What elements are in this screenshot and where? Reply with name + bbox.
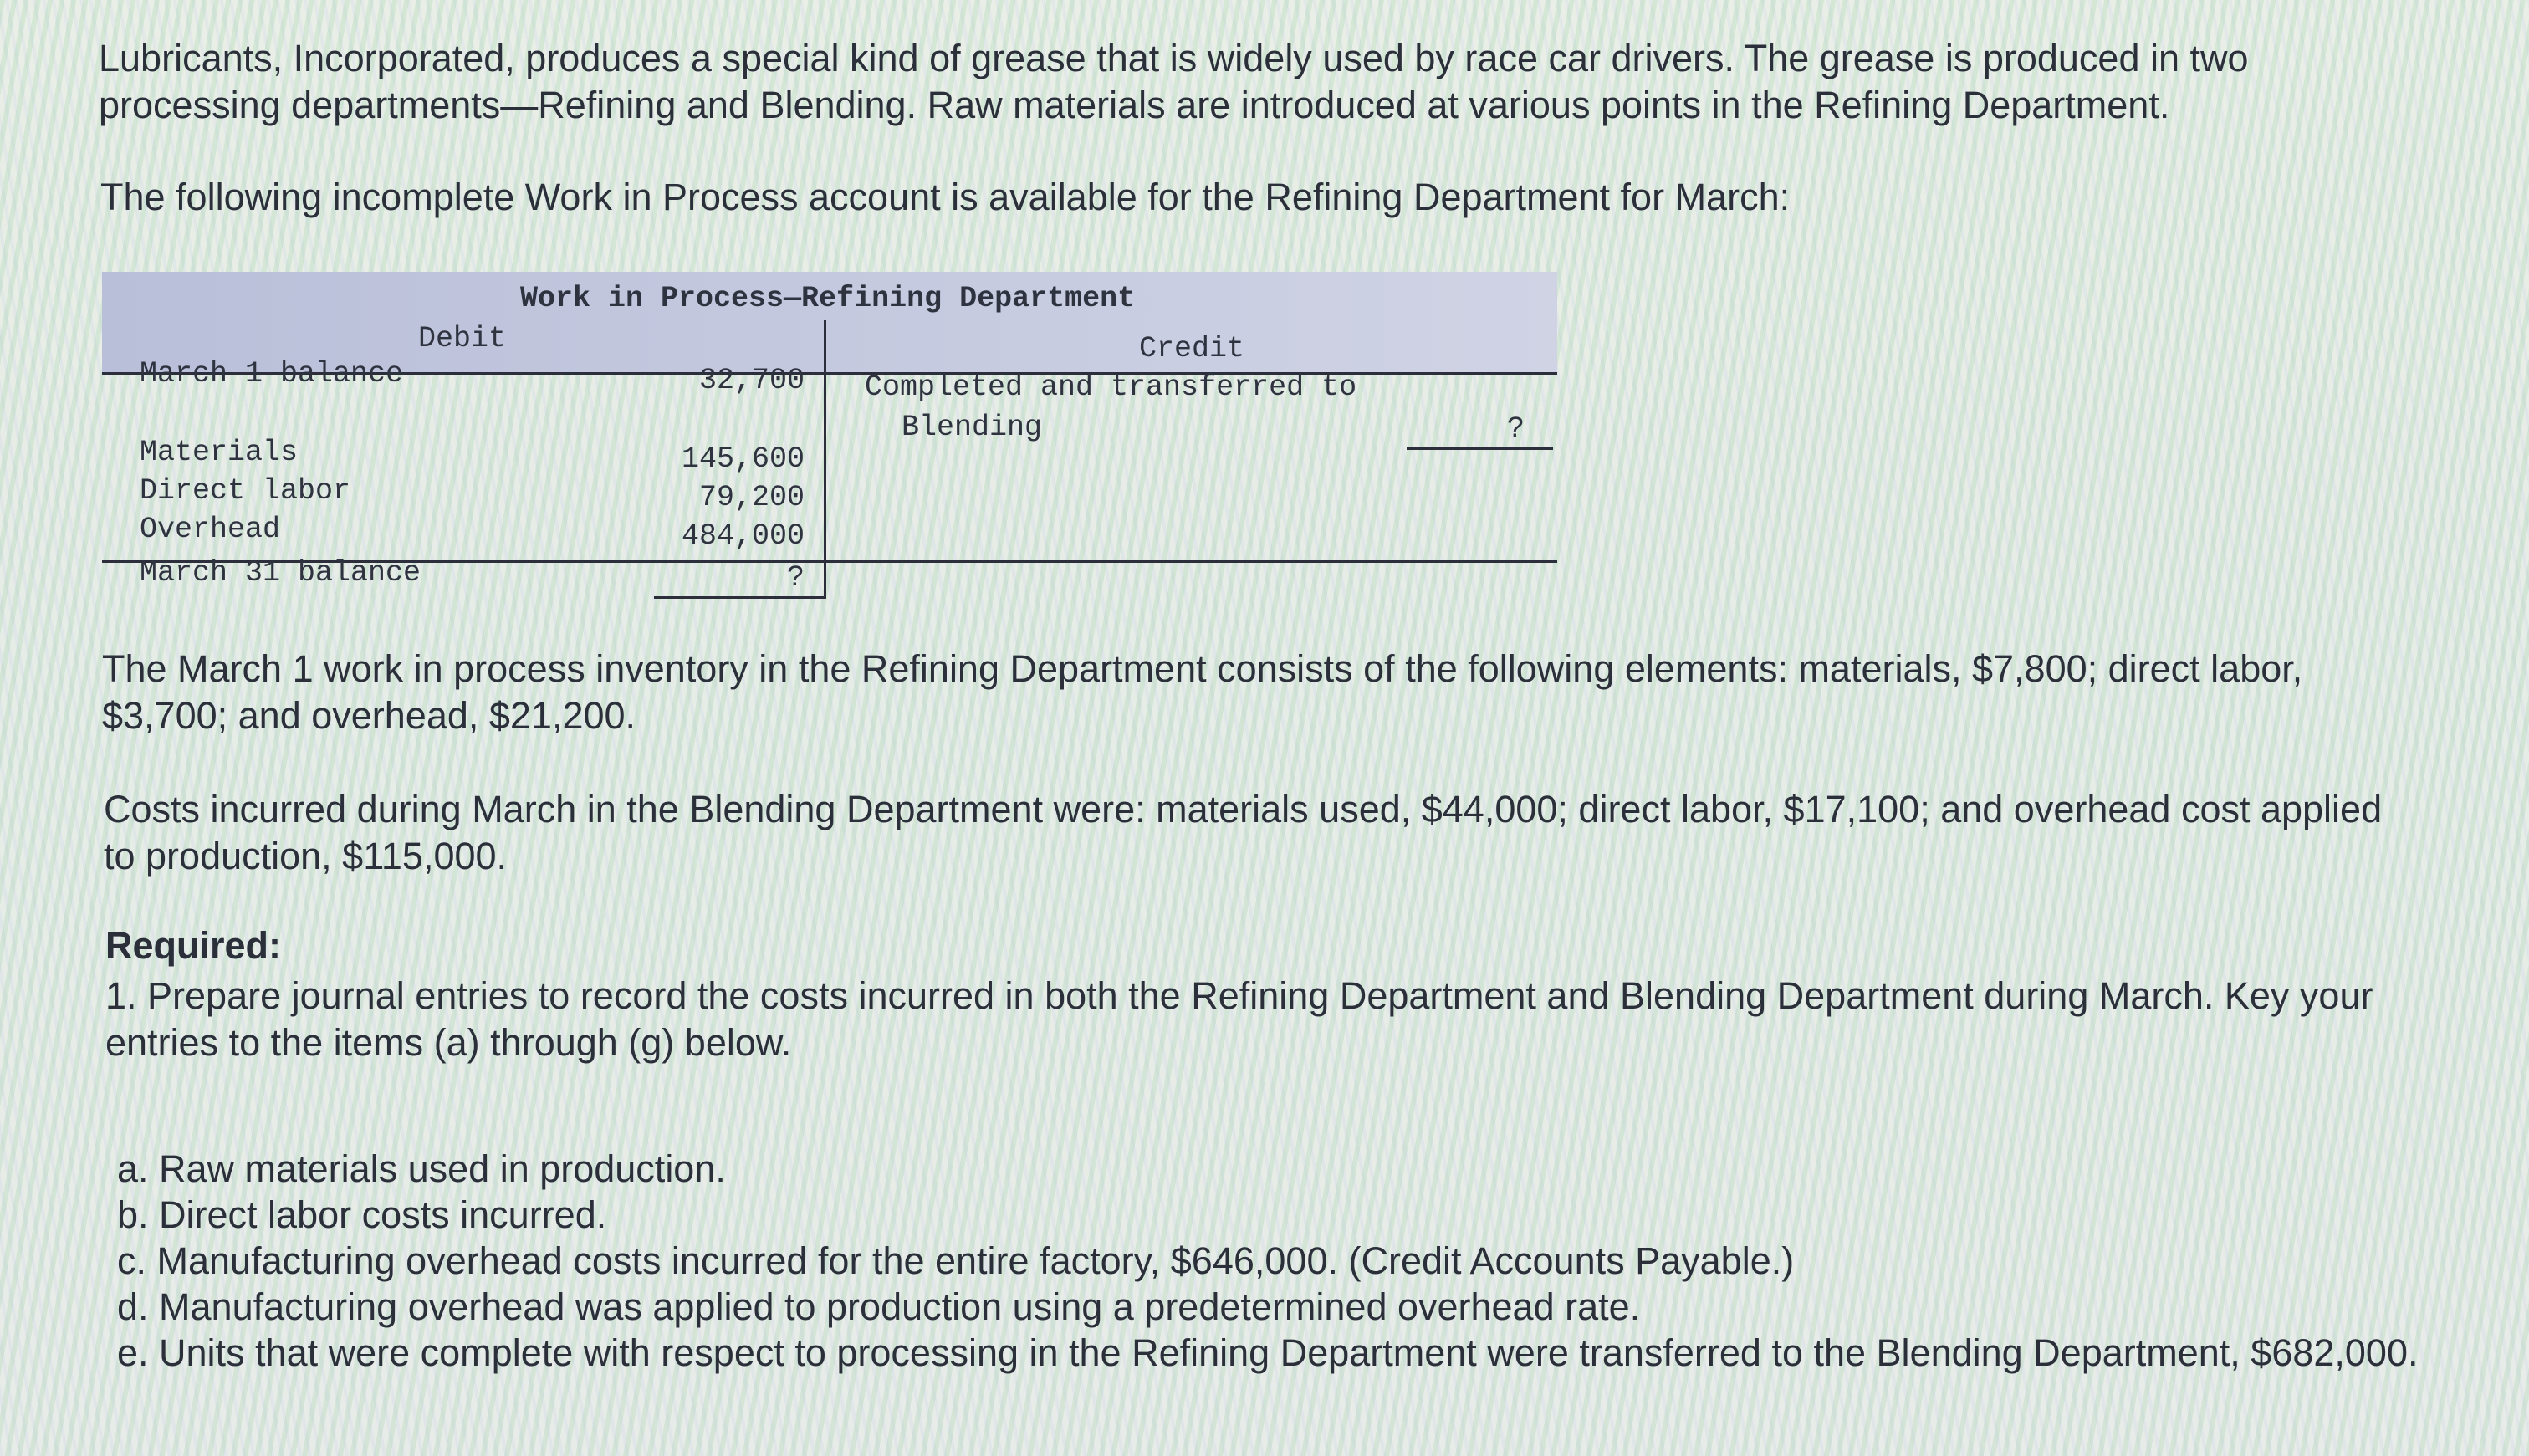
- direct-labor-value: 79,200: [698, 481, 805, 514]
- list-item: d. Manufacturing overhead was applied to production using a predetermined overhead rate.: [117, 1285, 1641, 1328]
- blending-costs-paragraph: Costs incurred during March in the Blending Department were: materials used, $44,000; direct labor, $17,100; and overhead cost applied to production, $115,000.: [104, 788, 2383, 877]
- debit-balance-underline: [654, 596, 825, 599]
- required-1-paragraph: 1. Prepare journal entries to record the costs incurred in both the Refining Department and Blending Department during March. Key your entries to the items (a) through (g) below.: [105, 974, 2373, 1064]
- list-item: e. Units that were complete with respect to processing in the Refining Department were transferred to the Blending Department, $682,000.: [117, 1331, 2419, 1374]
- list-item: b. Direct labor costs incurred.: [117, 1193, 607, 1236]
- overhead-value: 484,000: [681, 519, 805, 553]
- following-paragraph: The following incomplete Work in Process account is available for the Refining Department for March:: [100, 176, 1791, 218]
- work-in-process-t-account: [102, 272, 1557, 602]
- direct-labor-label: Direct labor: [140, 474, 351, 508]
- march31-balance-value: ?: [786, 561, 805, 595]
- list-item: c. Manufacturing overhead costs incurred for the entire factory, $646,000. (Credit Accounts Payable.): [117, 1239, 1795, 1282]
- march31-balance-label: March 31 balance: [140, 556, 422, 590]
- list-item: a. Raw materials used in production.: [117, 1147, 726, 1190]
- march1-balance-value: 32,700: [698, 364, 805, 397]
- debit-header: Debit: [418, 322, 507, 355]
- march1-balance-label: March 1 balance: [140, 357, 404, 391]
- materials-label: Materials: [140, 436, 299, 469]
- credit-entry-label-line1: Completed and transferred to: [865, 370, 1357, 404]
- required-heading: Required:: [105, 924, 282, 967]
- t-account-title: Work in Process—Refining Department: [520, 282, 1136, 315]
- credit-entry-label-line2: Blending: [902, 411, 1043, 444]
- march1-inventory-paragraph: The March 1 work in process inventory in the Refining Department consists of the following elements: materials, $7,800; direct labor, $3,700; and overhead, $21,200.: [102, 647, 2303, 737]
- credit-header: Credit: [1139, 332, 1245, 365]
- credit-entry-value: ?: [1507, 412, 1525, 446]
- intro-paragraph: Lubricants, Incorporated, produces a special kind of grease that is widely used by race car drivers. The grease is produced in two processing departments—Refining and Blending. Raw materials are introduced at various points in the Refining Department.: [99, 37, 2249, 126]
- materials-value: 145,600: [681, 442, 805, 476]
- journal-items-list: [117, 1146, 2425, 1376]
- credit-underline: [1407, 447, 1553, 450]
- t-account-center-line: [824, 320, 826, 599]
- overhead-label: Overhead: [140, 513, 281, 546]
